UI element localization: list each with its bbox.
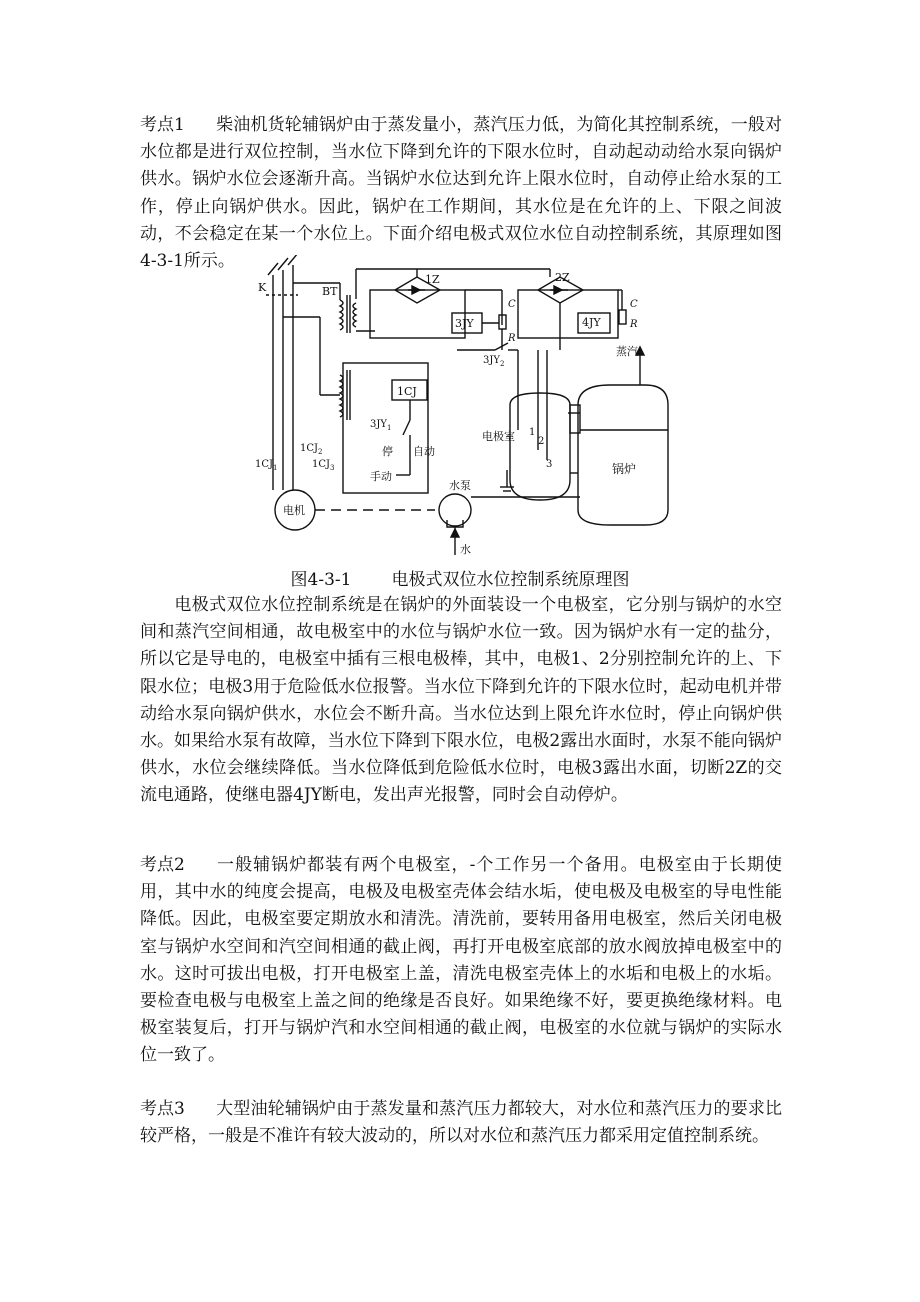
label-stop: 停 (382, 445, 393, 458)
label-1cj3-sub: 3 (330, 464, 335, 472)
label-3jy2 (483, 355, 504, 368)
paragraph-pump-fault-text: 如果给水泵有故障，当水位下降到下限水位，电极2露出水面时，水泵不能向锅炉供水，水位会继续降低。当水位降低到危险低水位时，电极3露出水面，切断2Z的交流电通路，使继电器4JY断电，发出声光报警，同时会自动停炉。 (140, 731, 782, 806)
label-1cj1-sub: 1 (273, 464, 278, 472)
section-3 (140, 1096, 782, 1150)
section-2-text: 一般辅锅炉都装有两个电极室，-个工作另一个备用。电极室由于长期使用，其中水的纯度会提高，电极及电极室壳体会结水垢，使电极及电极室的导电性能降低。因此，电极室要定期放水和清洗。清洗前，要转用备用电极室，然后关闭电极室与锅炉水空间和汽空间相通的截止阀，再打开电极室底部的放水阀放掉电极室中的水。这时可拔出电极，打开电极室上盖，清洗电极室壳体上的水垢和电极上的水垢。要检查电极与电极室上盖之间的绝缘是否良好。如果绝缘不好，要更换绝缘材料。电极室装复后，打开与锅炉汽和水空间相通的截止阀，电极室的水位就与锅炉的实际水位一致了。 (140, 855, 782, 1066)
label-1cj: 1CJ (397, 385, 417, 398)
label-1cj2 (300, 443, 323, 456)
label-water: 水 (460, 543, 471, 556)
figure-number: 图4-3-1 (290, 570, 352, 590)
label-1cj3 (312, 459, 335, 472)
label-3jy: 3JY (455, 317, 474, 330)
section-3-text: 大型油轮辅锅炉由于蒸发量和蒸汽压力都较大，对水位和蒸汽压力的要求比较严格，一般是不准许有较大波动的，所以对水位和蒸汽压力都采用定值控制系统。 (140, 1099, 782, 1147)
paragraph-pump-fault (140, 728, 782, 810)
section-2 (140, 852, 782, 1070)
label-1cj1-main: 1CJ (255, 459, 274, 470)
label-3jy1-main: 3JY (370, 419, 387, 430)
section-1 (140, 112, 782, 275)
label-boiler: 锅炉 (612, 462, 637, 476)
label-3jy1-sub: 1 (386, 424, 392, 432)
label-1cj3-main: 1CJ (312, 459, 331, 470)
label-c1: C (508, 299, 516, 310)
paragraph-electrode-system-text: 电极式双位水位控制系统是在锅炉的外面装设一个电极室，它分别与锅炉的水空间和蒸汽空间相通，故电极室中的水位与锅炉水位一致。因为锅炉水有一定的盐分，所以它是导电的，电极室中插有三根电极棒，其中，电极1、2分别控制允许的上、下限水位；电极3用于危险低水位报警。当水位下降到允许的下限水位时，起动电机并带动给水泵向锅炉供水，水位会不断升高。当水位达到上限允许水位时，停止向锅炉供水。 (140, 595, 782, 752)
label-3jy2-sub: 2 (499, 360, 505, 368)
label-3jy1 (370, 419, 391, 432)
label-1cj2-main: 1CJ (300, 443, 319, 454)
label-electrode-3: 3 (546, 459, 553, 470)
section-3-label: 考点3 (140, 1099, 185, 1119)
label-electrode-chamber: 电极室 (482, 430, 515, 443)
section-1-text: 柴油机货轮辅锅炉由于蒸发量小，蒸汽压力低，为简化其控制系统，一般对水位都是进行双位控制，当水位下降到允许的下限水位时，自动起动动给水泵向锅炉供水。锅炉水位会逐渐升高。当锅炉水位达到允许上限水位时，自动停止给水泵的工作，停止向锅炉供水。因此，锅炉在工作期间，其水位是在允许的上、下限之间波动，不会稳定在某一个水位上。下面介绍电极式双位水位自动控制系统，其原理如图4-3-1所示。 (140, 115, 782, 272)
label-r2: R (630, 319, 638, 330)
label-manual: 手动 (370, 470, 392, 483)
label-pump: 水泵 (449, 479, 471, 492)
label-4jy: 4JY (582, 316, 601, 329)
label-bt: BT (322, 285, 338, 298)
label-r1: R (508, 333, 516, 344)
section-2-label: 考点2 (140, 855, 185, 875)
label-1cj2-sub: 2 (318, 448, 323, 456)
label-auto: 自动 (413, 445, 435, 458)
label-k: K (258, 281, 267, 294)
label-2z: 2Z (555, 271, 570, 284)
label-electrode-2: 2 (538, 436, 545, 447)
figure-caption (0, 565, 920, 590)
label-steam: 蒸汽 (616, 345, 638, 358)
label-1z: 1Z (425, 273, 440, 286)
section-1-label: 考点1 (140, 115, 185, 135)
label-3jy2-main: 3JY (483, 355, 500, 366)
control-system-diagram (250, 255, 670, 560)
label-motor: 电机 (283, 504, 305, 517)
figure-title: 电极式双位水位控制系统原理图 (391, 570, 630, 590)
label-1cj1 (255, 459, 278, 472)
label-c2: C (630, 299, 638, 310)
label-electrode-1: 1 (529, 427, 536, 438)
